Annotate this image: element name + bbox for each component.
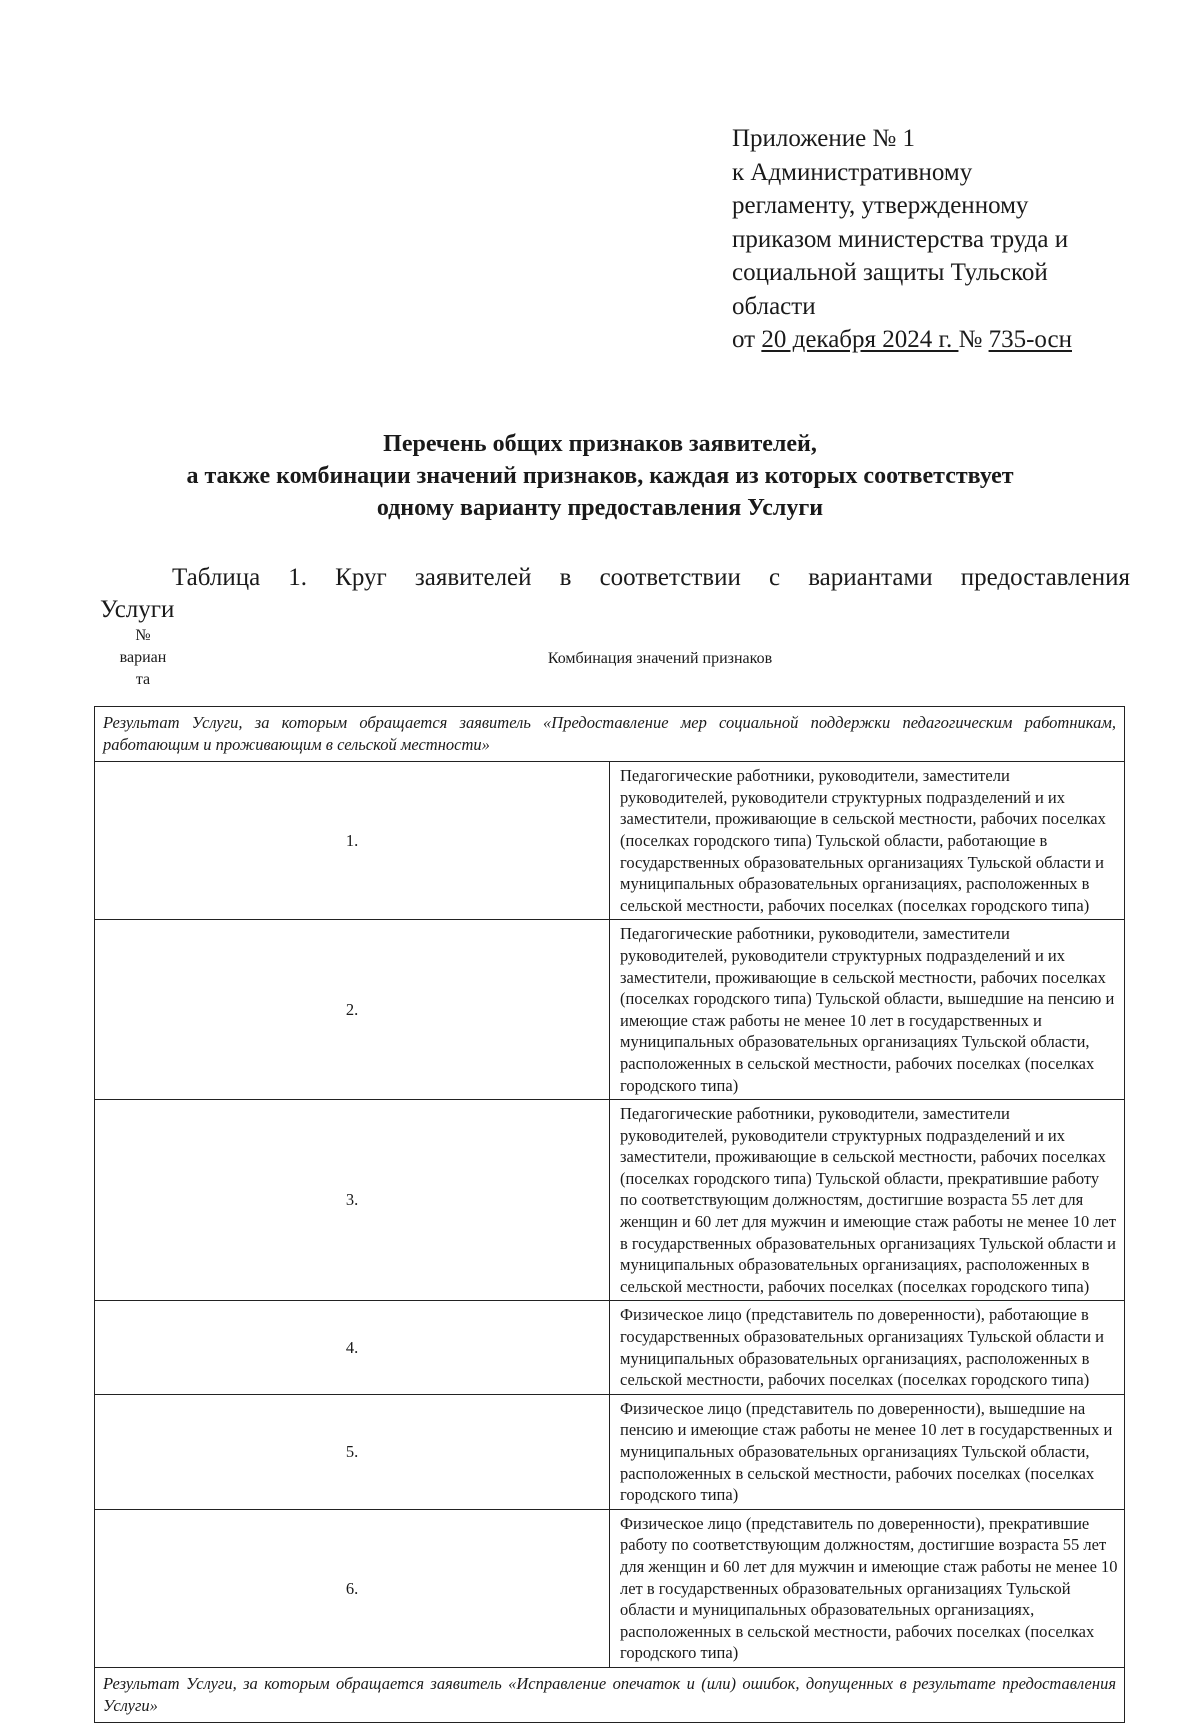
annex-line-5: социальной защиты Тульской (732, 259, 1048, 286)
table-caption (100, 562, 1130, 626)
table-row (95, 1301, 1125, 1394)
title-line-1: Перечень общих признаков заявителей, (383, 431, 817, 457)
row-number: 2. (95, 920, 610, 1100)
annex-block (732, 122, 1172, 357)
caption-line-1: Таблица 1. Круг заявителей в соответствии с вариантами предоставления (172, 564, 1130, 591)
result-row-2 (95, 1667, 1125, 1722)
annex-number-sign: № (958, 326, 989, 353)
annex-line-2: к Административному (732, 158, 973, 186)
row-text: Педагогические работники, руководители, заместители руководителей, руководители структурных подразделений и их заместители, проживающие в сельской местности, рабочих поселках (поселках городского типа) Тульской области, работающие в государственных образовательных организациях Тульской области и муниципальных образовательных организациях, расположенных в сельской местности, рабочих поселках (поселках городского типа) (610, 762, 1125, 920)
title-line-2: а также комбинации значений признаков, каждая из которых соответствует (186, 463, 1014, 489)
row-number: 6. (95, 1509, 610, 1667)
row-number: 3. (95, 1100, 610, 1301)
applicants-table (94, 706, 1125, 1723)
result-cell-2: Результат Услуги, за которым обращается заявитель «Исправление опечаток и (или) ошибок, допущенных в результате предоставления Услуги» (95, 1667, 1125, 1722)
header-num-line-2: вариан (119, 649, 167, 666)
caption-line-2: Услуги (100, 596, 175, 623)
result-cell-1: Результат Услуги, за которым обращается заявитель «Предоставление мер социальной поддержки педагогическим работникам, работающим и проживающим в сельской местности» (95, 707, 1125, 762)
header-combination: Комбинация значений признаков (547, 650, 773, 667)
table-row (95, 1394, 1125, 1509)
annex-date: 20 декабря 2024 г. (761, 326, 959, 353)
row-text: Физическое лицо (представитель по доверенности), прекратившие работу по соответствующим должностям, достигшие возраста 55 лет для женщин и 60 лет для мужчин и имеющие стаж работы не менее 10 лет в государственных образовательных организациях Тульской области и муниципальных образовательных организациях, расположенных в сельской местности, рабочих поселках (поселках городского типа) (610, 1509, 1125, 1667)
annex-number: 735-осн (988, 326, 1072, 353)
row-text: Физическое лицо (представитель по доверенности), работающие в государственных образовательных организациях Тульской области и муниципальных образовательных организациях, расположенных в сельской местности, рабочих поселках (поселках городского типа) (610, 1301, 1125, 1394)
table-row (95, 920, 1125, 1100)
table-row (95, 1509, 1125, 1667)
annex-line-4: приказом министерства труда и (732, 225, 1069, 253)
row-text: Педагогические работники, руководители, заместители руководителей, руководители структурных подразделений и их заместители, проживающие в сельской местности, рабочих поселках (поселках городского типа) Тульской области, прекратившие работу по соответствующим должностям, достигшие возраста 55 лет для женщин и 60 лет для мужчин и имеющие стаж работы не менее 10 лет в государственных образовательных организациях Тульской области и муниципальных образовательных организациях, расположенных в сельской местности, рабочих поселках (поселках городского типа) (610, 1100, 1125, 1301)
header-num-line-3: та (135, 671, 151, 688)
header-num-line-1: № (135, 627, 151, 644)
table-row (95, 762, 1125, 920)
annex-line-3: регламенту, утвержденному (732, 192, 1029, 219)
document-title (80, 428, 1120, 524)
header-variant-number (100, 625, 186, 691)
row-number: 5. (95, 1394, 610, 1509)
row-number: 1. (95, 762, 610, 920)
result-row-1 (95, 707, 1125, 762)
row-number: 4. (95, 1301, 610, 1394)
title-line-3: одному варианту предоставления Услуги (376, 495, 824, 521)
annex-date-prefix: от (732, 326, 762, 353)
row-text: Педагогические работники, руководители, заместители руководителей, руководители структурных подразделений и их заместители, проживающие в сельской местности, рабочих поселках (поселках городского типа) Тульской области, вышедшие на пенсию и имеющие стаж работы не менее 10 лет в государственных и муниципальных образовательных организациях Тульской области, расположенных в сельской местности, рабочих поселках (поселках городского типа) (610, 920, 1125, 1100)
table-row (95, 1100, 1125, 1301)
annex-line-6: области (732, 292, 816, 320)
row-text: Физическое лицо (представитель по доверенности), вышедшие на пенсию и имеющие стаж работы не менее 10 лет в государственных и муниципальных образовательных организациях Тульской области, расположенных в сельской местности, рабочих поселках (поселках городского типа) (610, 1394, 1125, 1509)
annex-date-line (732, 323, 1172, 357)
annex-line-1: Приложение № 1 (732, 125, 916, 152)
